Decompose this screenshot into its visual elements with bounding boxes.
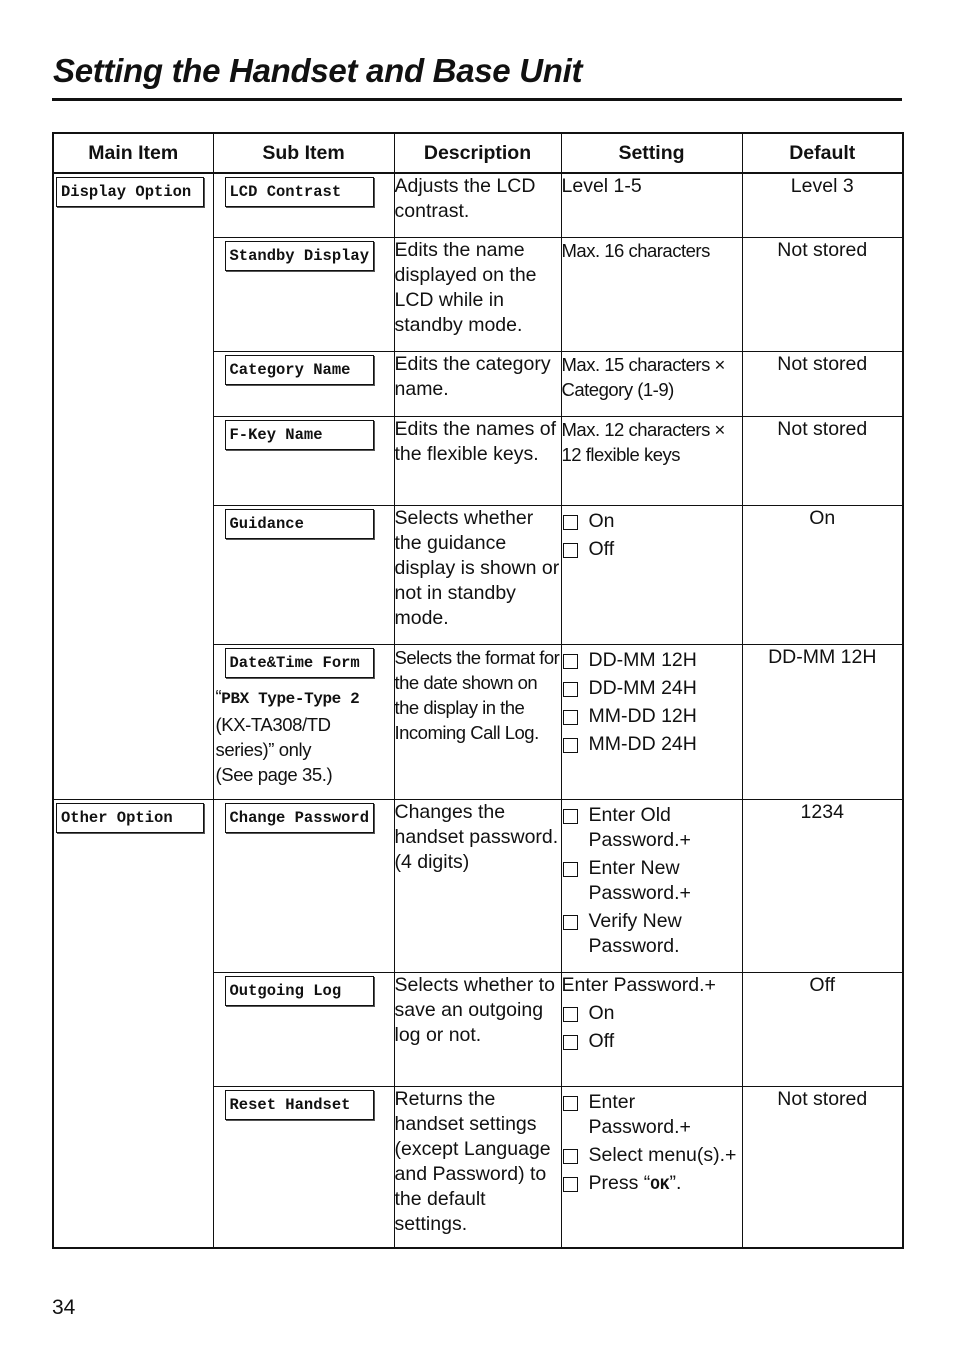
sub-item-cell [213, 416, 394, 505]
sub-item-cell [213, 505, 394, 644]
option-label: Verify New Password. [588, 909, 682, 957]
checkbox-icon [563, 862, 578, 877]
checkbox-icon [563, 710, 578, 725]
option-label: Off [588, 1029, 615, 1052]
sub-item-cell [213, 1086, 394, 1248]
checkbox-icon [563, 809, 578, 824]
default-cell: Level 3 [742, 173, 903, 237]
default-cell: DD-MM 12H [742, 644, 903, 799]
header-setting: Setting [561, 133, 742, 173]
sub-item-f-key-name: F-Key Name [225, 420, 374, 450]
setting-text: Level 1-5 [561, 175, 642, 197]
main-item-other-option: Other Option [56, 803, 204, 833]
option-item [562, 909, 742, 959]
title-rule [52, 98, 902, 101]
sub-item-reset-handset: Reset Handset [225, 1090, 374, 1120]
default-cell: Not stored [742, 1086, 903, 1248]
page-title: Setting the Handset and Base Unit [53, 52, 583, 89]
sub-item-cell [213, 173, 394, 237]
header-row [53, 133, 903, 173]
setting-cell [561, 1086, 742, 1248]
checkbox-icon [563, 1149, 578, 1164]
note-quote-open: “ [215, 685, 222, 707]
option-label: Select menu(s).+ [588, 1143, 737, 1166]
press-key: OK [650, 1175, 670, 1194]
option-item [562, 803, 742, 853]
checkbox-icon [563, 1035, 578, 1050]
table-row [53, 799, 903, 972]
setting-cell [561, 799, 742, 972]
table-row [53, 173, 903, 237]
description-cell: Edits the name displayed on the LCD while in standby mode. [394, 237, 561, 351]
option-item [562, 856, 742, 906]
default-cell: 1234 [742, 799, 903, 972]
option-label: DD-MM 24H [588, 676, 697, 699]
sub-item-date-time-form: Date&Time Form [225, 648, 374, 678]
setting-cell [561, 644, 742, 799]
option-label: On [588, 1001, 615, 1024]
option-label: MM-DD 12H [588, 704, 697, 727]
setting-cell [561, 972, 742, 1086]
option-item [562, 732, 742, 757]
sub-item-category-name: Category Name [225, 355, 374, 385]
setting-cell [561, 505, 742, 644]
sub-item-cell [213, 237, 394, 351]
checkbox-icon [563, 1007, 578, 1022]
setting-text: Max. 16 characters [561, 239, 710, 261]
description-cell: Changes the handset password. (4 digits) [394, 799, 561, 972]
checkbox-icon [563, 654, 578, 669]
settings-table [52, 132, 904, 1249]
default-cell: On [742, 505, 903, 644]
option-label: DD-MM 12H [588, 648, 697, 671]
checkbox-icon [563, 1096, 578, 1111]
header-sub-item: Sub Item [213, 133, 394, 173]
option-item [562, 676, 742, 701]
option-item [562, 704, 742, 729]
option-label: Enter Old Password.+ [588, 803, 691, 851]
sub-item-cell [213, 799, 394, 972]
option-label: Enter New Password.+ [588, 856, 691, 904]
checkbox-icon [563, 682, 578, 697]
press-before: Press “ [588, 1171, 651, 1194]
setting-text: Max. 15 characters × Category (1-9) [561, 353, 725, 400]
checkbox-icon [563, 515, 578, 530]
setting-cell [561, 237, 742, 351]
sub-item-guidance: Guidance [225, 509, 374, 539]
description-cell: Selects whether to save an outgoing log or not. [394, 972, 561, 1086]
setting-text: Max. 12 characters × 12 flexible keys [561, 418, 725, 465]
default-cell: Not stored [742, 416, 903, 505]
option-item [562, 537, 742, 562]
option-label-press [589, 1171, 742, 1198]
description-cell: Edits the names of the flexible keys. [394, 416, 561, 505]
header-main-item: Main Item [53, 133, 213, 173]
description-cell: Adjusts the LCD contrast. [394, 173, 561, 237]
default-cell: Not stored [742, 237, 903, 351]
header-description: Description [394, 133, 561, 173]
description-cell: Selects whether the guidance display is shown or not in standby mode. [394, 505, 561, 644]
option-item [562, 509, 742, 534]
default-cell: Not stored [742, 351, 903, 416]
option-label: Off [588, 537, 615, 560]
header-default: Default [742, 133, 903, 173]
option-label: On [588, 509, 615, 532]
sub-item-outgoing-log: Outgoing Log [225, 976, 374, 1006]
checkbox-icon [563, 543, 578, 558]
sub-item-change-password: Change Password [225, 803, 374, 833]
option-item [562, 648, 742, 673]
option-item [562, 1143, 742, 1168]
sub-item-standby-display: Standby Display [225, 241, 374, 271]
sub-item-cell [213, 644, 394, 799]
page-number: 34 [52, 1296, 76, 1319]
sub-item-cell [213, 351, 394, 416]
press-after: ”. [669, 1171, 682, 1194]
checkbox-icon [563, 1177, 578, 1192]
sub-item-cell [213, 972, 394, 1086]
note-code: PBX Type-Type 2 [221, 689, 360, 708]
sub-item-note [216, 684, 394, 787]
checkbox-icon [563, 738, 578, 753]
option-label: Enter Password.+ [588, 1090, 691, 1138]
main-item-display-option: Display Option [56, 177, 204, 207]
main-item-cell [53, 173, 213, 799]
option-item [562, 1001, 742, 1026]
setting-cell [561, 173, 742, 237]
setting-text: Enter Password.+ [561, 973, 716, 996]
default-cell: Off [742, 972, 903, 1086]
option-label: MM-DD 24H [588, 732, 697, 755]
option-item [562, 1171, 742, 1198]
checkbox-icon [563, 915, 578, 930]
description-cell: Selects the format for the date shown on the display in the Incoming Call Log. [394, 644, 561, 799]
main-item-cell [53, 799, 213, 1248]
setting-cell [561, 416, 742, 505]
note-rest: (KX-TA308/TD series)” only [215, 713, 331, 760]
sub-item-lcd-contrast: LCD Contrast [225, 177, 374, 207]
option-item [562, 1029, 742, 1054]
option-item [562, 1090, 742, 1140]
note-see-page: (See page 35.) [215, 763, 333, 785]
description-cell: Returns the handset settings (except Language and Password) to the default settings. [394, 1086, 561, 1248]
description-cell: Edits the category name. [394, 351, 561, 416]
setting-cell [561, 351, 742, 416]
